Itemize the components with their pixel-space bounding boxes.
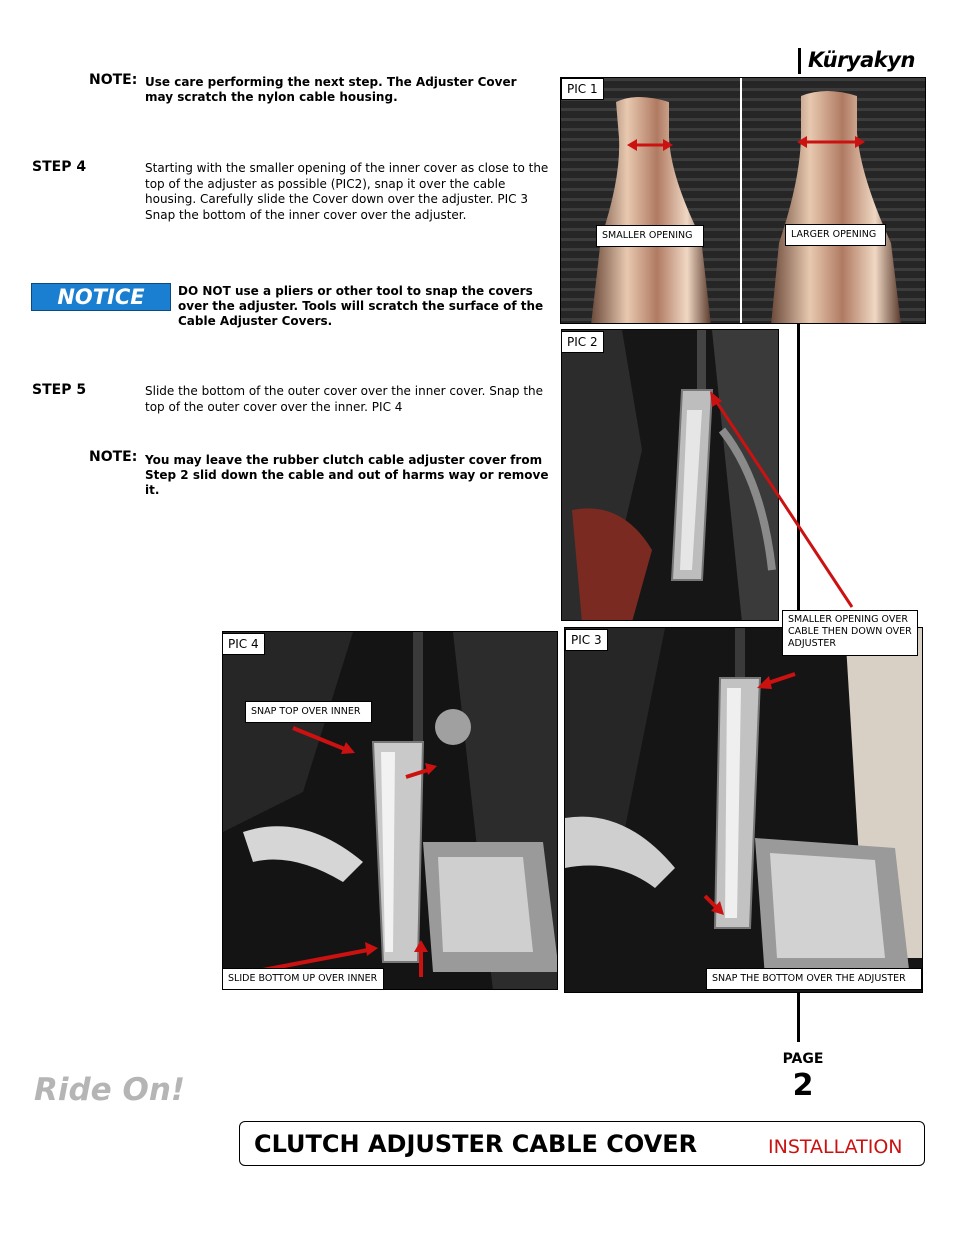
notice-text: DO NOT use a pliers or other tool to snap the covers over the adjuster. Tools will scratch the surface of the Cable Adjuster Covers. [178, 284, 544, 328]
pic-4-illustration [223, 632, 558, 990]
page-number: 2 [792, 1068, 814, 1103]
pic-2-long-arrow [700, 385, 860, 615]
note-text: Use care performing the next step. The Adjuster Cover may scratch the nylon cable housing. [145, 75, 517, 104]
pic-1-illustration [561, 78, 926, 324]
notice-badge-text: NOTICE [57, 285, 145, 309]
pic-3-illustration [565, 628, 923, 993]
document-title: CLUTCH ADJUSTER CABLE COVER [254, 1130, 698, 1158]
document-subtitle: INSTALLATION [768, 1136, 903, 1158]
pic-4-callout-snap-top: SNAP TOP OVER INNER [245, 701, 372, 723]
pic-1-label: PIC 1 [561, 78, 604, 100]
note-label-2: NOTE: [89, 449, 138, 465]
pic-4-callout-slide-bottom: SLIDE BOTTOM UP OVER INNER [222, 968, 384, 990]
tagline: Ride On! [34, 1072, 186, 1108]
pic-1-callout-smaller-opening: SMALLER OPENING [596, 225, 704, 247]
pic-1-photo [560, 77, 926, 324]
notice-badge [31, 283, 171, 311]
pic-3-label: PIC 3 [565, 629, 608, 651]
title-box [239, 1121, 925, 1166]
pic-1-callout-larger-opening: LARGER OPENING [785, 224, 886, 246]
pic-4-photo [222, 631, 558, 990]
step-4-text: Starting with the smaller opening of the inner cover as close to the top of the adjuster as possible (PIC2), snap it over the cable housing. Carefully slide the Cover down over the adjuster. PIC 3 Snap the bottom of the inner cover over the adjuster. [145, 161, 549, 222]
pic-3-photo [564, 627, 923, 993]
brand-logo [798, 48, 915, 74]
note-text-2: You may leave the rubber clutch cable adjuster cover from Step 2 slid down the cable and out of harms way or remove it. [145, 453, 549, 497]
step-5-text: Slide the bottom of the outer cover over the inner cover. Snap the top of the outer cover over the inner. PIC 4 [145, 384, 544, 414]
note-label: NOTE: [89, 72, 138, 88]
page-label: PAGE [782, 1051, 824, 1067]
brand-logo-text: Küryakyn [808, 48, 915, 72]
pic-2-label: PIC 2 [561, 331, 604, 353]
step-5-label: STEP 5 [32, 382, 87, 398]
pic-4-label: PIC 4 [222, 633, 265, 655]
step-4-label: STEP 4 [32, 159, 87, 175]
pic-3-callout-snap-bottom: SNAP THE BOTTOM OVER THE ADJUSTER [706, 968, 922, 990]
pic-2-callout-smaller-opening: SMALLER OPENING OVER CABLE THEN DOWN OVER ADJUSTER [782, 610, 918, 656]
